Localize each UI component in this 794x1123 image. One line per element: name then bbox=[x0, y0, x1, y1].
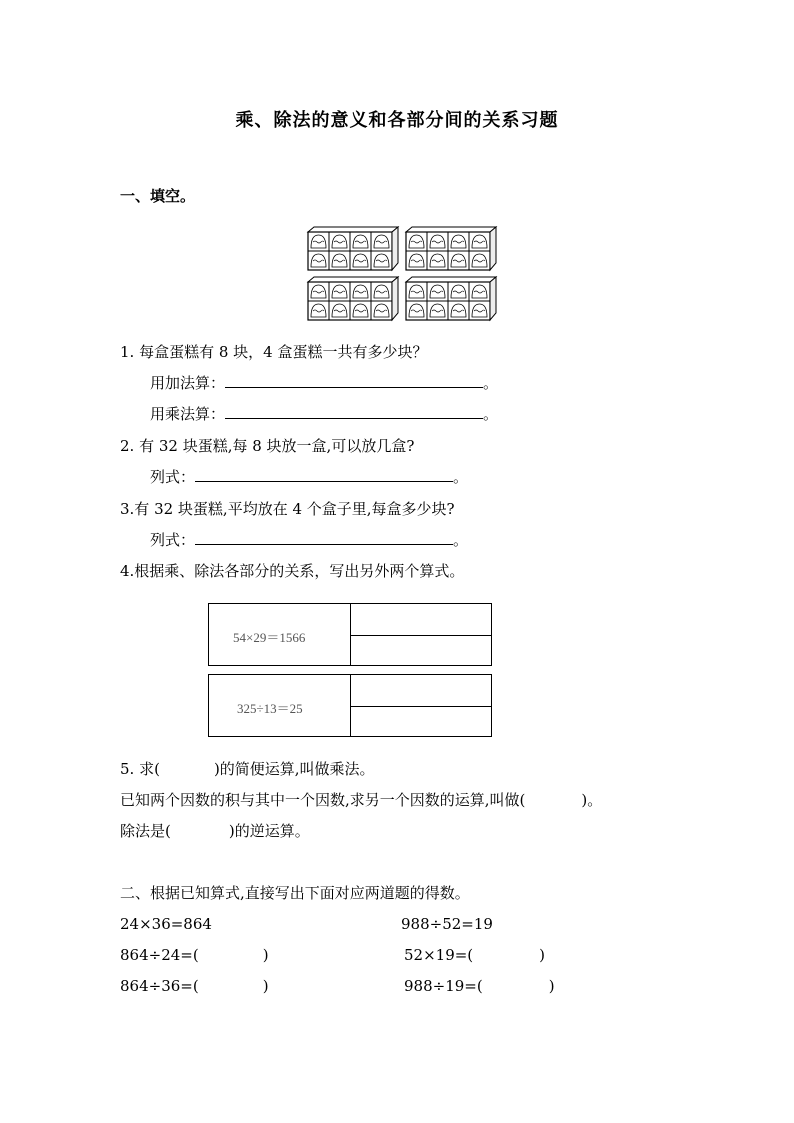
s2-left-p1-close: ) bbox=[262, 946, 269, 964]
q3-answer-row bbox=[150, 530, 468, 550]
question-5-line-1 bbox=[120, 759, 375, 779]
question-5-line-2 bbox=[120, 790, 602, 810]
q1-multiplication-label: 用乘法算： bbox=[150, 405, 226, 423]
question-1: 1. 每盒蛋糕有 8 块，4 盒蛋糕一共有多少块？ bbox=[120, 343, 428, 361]
q1-multiplication-answer-line[interactable] bbox=[225, 404, 483, 419]
question-3: 3.有 32 块蛋糕,平均放在 4 个盒子里,每盒多少块? bbox=[120, 500, 455, 518]
q3-end: 。 bbox=[453, 531, 469, 549]
s2-right-p2-close: ) bbox=[548, 977, 555, 995]
q3-label: 列式： bbox=[150, 531, 196, 549]
section2-heading: 二、根据已知算式,直接写出下面对应两道题的得数。 bbox=[120, 884, 470, 902]
q1-addition-row bbox=[150, 373, 498, 393]
s2-left-p2-text: 864÷36=( bbox=[120, 977, 199, 995]
s2-left-p2-close: ) bbox=[262, 977, 269, 995]
equation-box-1 bbox=[208, 603, 492, 666]
q2-label: 列式： bbox=[150, 468, 196, 486]
cake-boxes-illustration bbox=[306, 226, 498, 324]
question-5-line-3 bbox=[120, 821, 310, 841]
q1-multiplication-row bbox=[150, 404, 498, 424]
q1-addition-label: 用加法算： bbox=[150, 374, 226, 392]
s2-left-given: 24×36=864 bbox=[120, 915, 212, 933]
s2-left-problem-2 bbox=[120, 976, 269, 996]
s2-right-problem-2 bbox=[404, 976, 555, 996]
q5-line2-prefix: 已知两个因数的积与其中一个因数,求另一个因数的运算,叫做( bbox=[120, 791, 526, 809]
q5-line3-prefix: 除法是( bbox=[120, 822, 171, 840]
q5-line3-suffix: )的逆运算。 bbox=[228, 822, 310, 840]
q5-line1-prefix: 5. 求( bbox=[120, 760, 160, 778]
box-1-answer-line[interactable] bbox=[350, 635, 491, 636]
q5-line2-suffix: )。 bbox=[581, 791, 603, 809]
question-4: 4.根据乘、除法各部分的关系，写出另外两个算式。 bbox=[120, 562, 465, 580]
s2-right-p1-close: ) bbox=[539, 946, 546, 964]
q2-end: 。 bbox=[453, 468, 469, 486]
q1-multiplication-end: 。 bbox=[483, 405, 499, 423]
q2-answer-row bbox=[150, 467, 468, 487]
q1-addition-answer-line[interactable] bbox=[225, 373, 483, 388]
s2-left-problem-1 bbox=[120, 945, 269, 965]
q1-addition-end: 。 bbox=[483, 374, 499, 392]
s2-left-p1-text: 864÷24=( bbox=[120, 946, 199, 964]
q3-answer-line[interactable] bbox=[195, 530, 453, 545]
s2-right-p2-text: 988÷19=( bbox=[404, 977, 483, 995]
s2-right-given: 988÷52=19 bbox=[401, 915, 493, 933]
equation-2: 325÷13＝25 bbox=[237, 701, 303, 716]
equation-1: 54×29＝1566 bbox=[233, 630, 306, 645]
cake-box-icon bbox=[308, 227, 398, 270]
q2-answer-line[interactable] bbox=[195, 467, 453, 482]
question-2: 2. 有 32 块蛋糕,每 8 块放一盒,可以放几盒? bbox=[120, 437, 415, 455]
page-title: 乘、除法的意义和各部分间的关系习题 bbox=[235, 110, 559, 131]
q5-line1-suffix: )的简便运算,叫做乘法。 bbox=[213, 760, 375, 778]
section1-heading: 一、填空。 bbox=[120, 187, 196, 205]
equation-box-2 bbox=[208, 674, 492, 737]
s2-right-problem-1 bbox=[404, 945, 545, 965]
box-2-answer-line[interactable] bbox=[350, 706, 491, 707]
s2-right-p1-text: 52×19=( bbox=[404, 946, 474, 964]
